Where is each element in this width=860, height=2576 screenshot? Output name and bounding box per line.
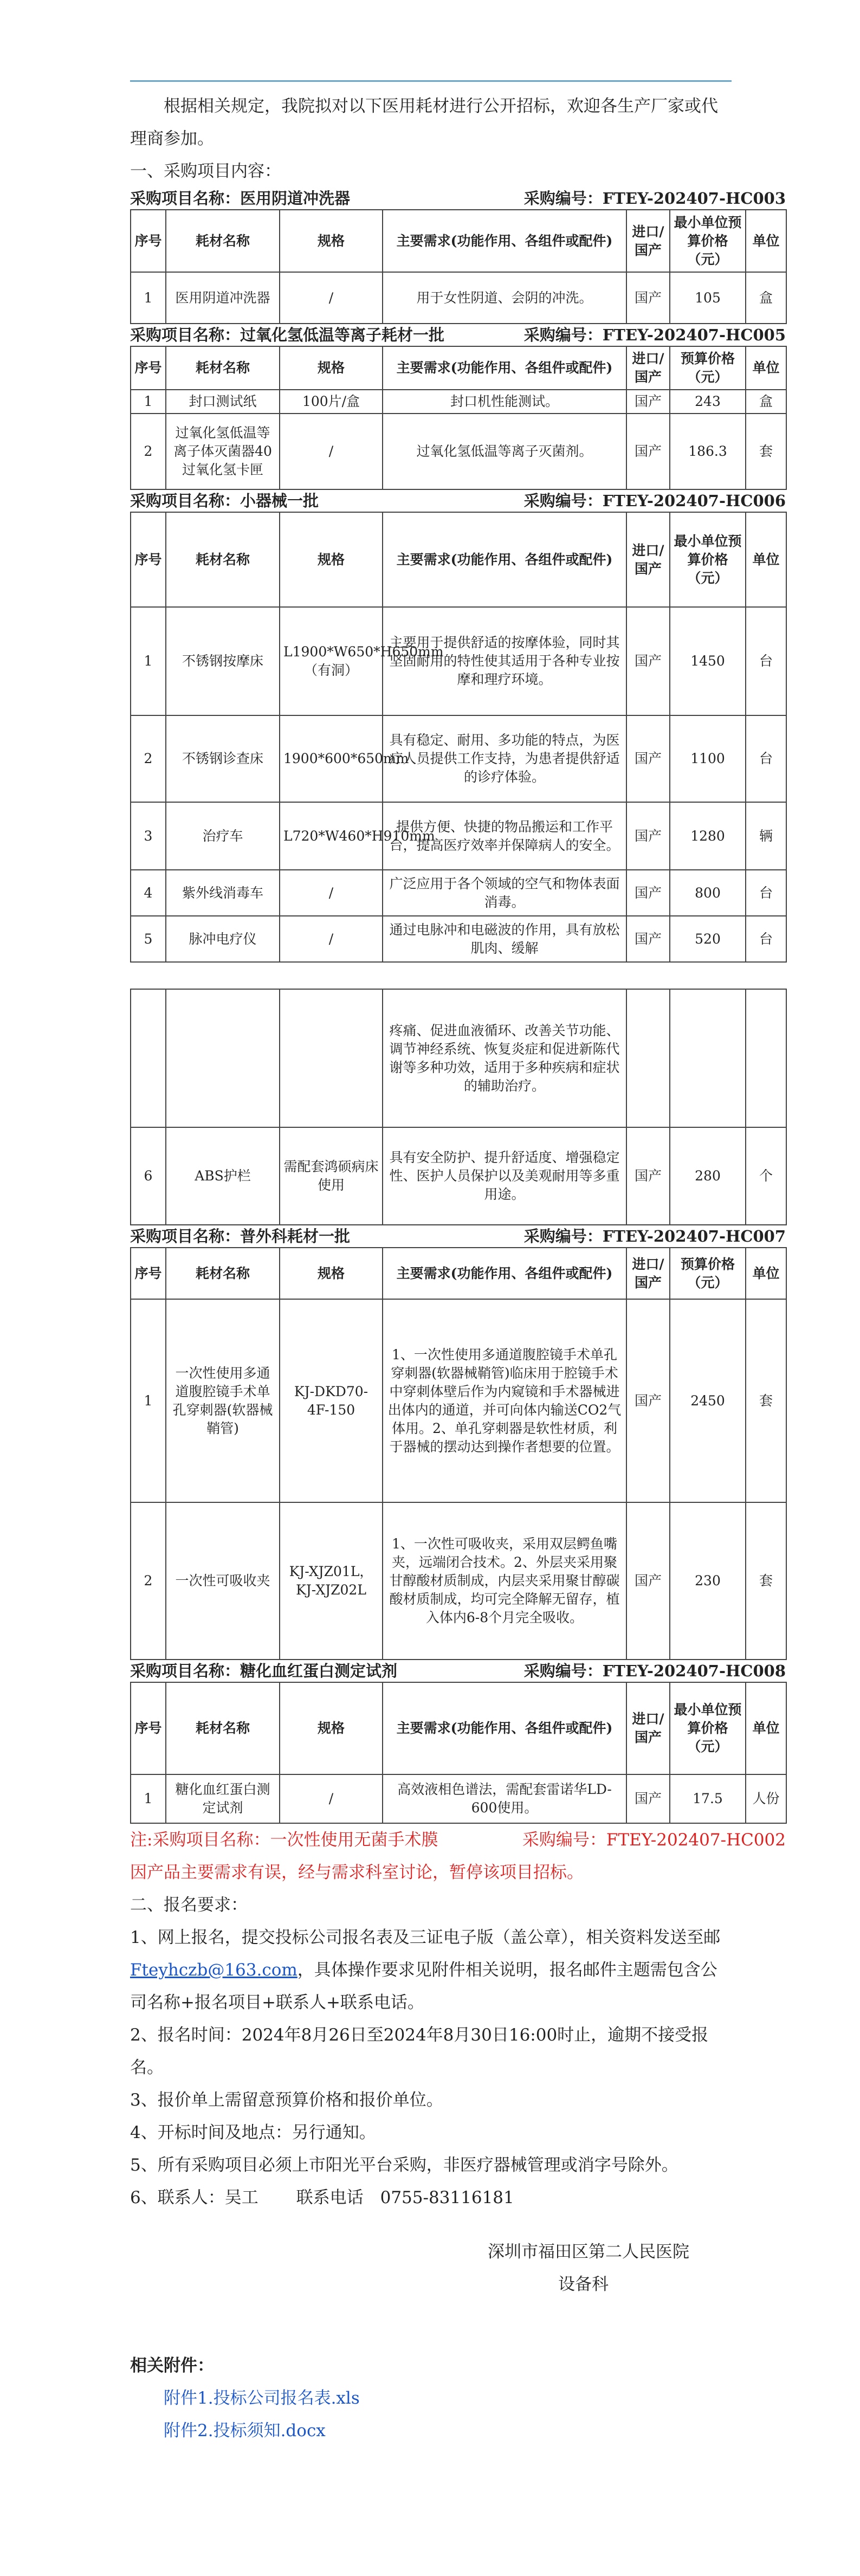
note-line-2: 因产品主要需求有误，经与需求科室讨论，暂停该项目招标。	[130, 1863, 584, 1882]
section1-title: 一、采购项目内容：	[130, 162, 281, 181]
table-row: 1 医用阴道冲洗器 / 用于女性阴道、会阴的冲洗。 国产 105 盒	[131, 272, 786, 324]
project-table	[130, 209, 787, 324]
project-heading	[130, 1660, 786, 1682]
project-code: 采购编号：FTEY-202407-HC008	[523, 1662, 786, 1680]
project-name: 采购项目名称：医用阴道冲洗器	[130, 189, 351, 208]
col-origin: 进口/国产	[626, 210, 670, 272]
attachment-link[interactable]: 附件2.投标须知.docx	[164, 2421, 326, 2441]
col-seq: 序号	[131, 210, 166, 272]
header-rule	[130, 80, 732, 82]
table-row: 1 一次性使用多通道腹腔镜手术单孔穿刺器(软器械鞘管) KJ-DKD70-4F-150 1、一次性使用多通道腹腔镜手术单孔穿刺器(软器械鞘管)临床用于腔镜手术中穿刺体壁后作为内窥镜和手术器械进出体内的通道，并可向体内输送CO2气体用。2、单孔穿刺器是软性材质，利于器械的摆动达到操作者想要的位置。 国产 2450 套	[131, 1299, 786, 1502]
attachments-title: 相关附件：	[130, 2356, 214, 2375]
intro-paragraph: 根据相关规定，我院拟对以下医用耗材进行公开招标，欢迎各生产厂家或代理商参加。	[130, 96, 718, 149]
project-code: 采购编号：FTEY-202407-HC003	[523, 189, 786, 208]
page-break-gap	[130, 963, 780, 989]
project-heading	[130, 188, 786, 209]
project-code: 采购编号：FTEY-202407-HC006	[523, 492, 786, 510]
project-table: 序号 耗材名称 规格 主要需求(功能作用、各组件或配件) 进口/国产 预算价格（元） 单位 1 封口测试纸 100片/盒 封口机性能测试。 国产 243 盒 2 过氧化氢低温等离子体灭菌器40过氧化氢卡匣 / 过氧化氢低温等离子灭菌剂。 国产 186.3 套	[130, 346, 787, 490]
project-heading	[130, 490, 786, 512]
requirement-5: 5、所有采购项目必须上市阳光平台采购，非医疗器械管理或消字号除外。	[130, 2155, 678, 2175]
table-row: 1 封口测试纸 100片/盒 封口机性能测试。 国产 243 盒	[131, 390, 786, 414]
signature-dept: 设备科	[558, 2275, 609, 2294]
table-row: 1 糖化血红蛋白测定试剂 / 高效液相色谱法，需配套雷诺华LD-600使用。 国产 17.5 人份	[131, 1774, 786, 1823]
table-row: 5 脉冲电疗仪 / 通过电脉冲和电磁波的作用，具有放松肌肉、缓解 国产 520 台	[131, 916, 786, 962]
table-row: 4 紫外线消毒车 / 广泛应用于各个领域的空气和物体表面消毒。 国产 800 台	[131, 870, 786, 916]
requirement-1: 1、网上报名，提交投标公司报名表及三证电子版（盖公章），相关资料发送至邮Fteyhczb@163.com，具体操作要求见附件相关说明，报名邮件主题需包含公司名称+报名项目+联系人+联系电话。	[130, 1928, 721, 2012]
table-row: 疼痛、促进血液循环、改善关节功能、调节神经系统、恢复炎症和促进新陈代谢等多种功效，适用于多种疾病和症状的辅助治疗。	[131, 989, 786, 1127]
requirement-3: 3、报价单上需留意预算价格和报价单位。	[130, 2090, 443, 2110]
project-name: 采购项目名称：糖化血红蛋白测定试剂	[130, 1662, 398, 1680]
project-code: 采购编号：FTEY-202407-HC007	[523, 1227, 786, 1245]
attachment-link[interactable]: 附件1.投标公司报名表.xls	[164, 2388, 360, 2408]
project-heading	[130, 324, 786, 346]
project-heading	[130, 1225, 786, 1247]
table-row: 1 不锈钢按摩床 L1900*W650*H650mm（有洞） 主要用于提供舒适的按摩体验，同时其坚固耐用的特性使其适用于各种专业按摩和理疗环境。 国产 1450 台	[131, 607, 786, 715]
project-table: 序号 耗材名称 规格 主要需求(功能作用、各组件或配件) 进口/国产 最小单位预算价格（元） 单位 1 糖化血红蛋白测定试剂 / 高效液相色谱法，需配套雷诺华LD-600使用。 国产 17.5 人份	[130, 1682, 787, 1824]
col-name: 耗材名称	[166, 210, 280, 272]
project-table: 序号 耗材名称 规格 主要需求(功能作用、各组件或配件) 进口/国产 最小单位预算价格（元） 单位 1 不锈钢按摩床 L1900*W650*H650mm（有洞） 主要用于提供舒适的按摩体验，同时其坚固耐用的特性使其适用于各种专业按摩和理疗环境。 国产 1450 台 2 不锈钢诊查床 1900*600*650mm 具有稳定、耐用、多功能的特点，为医疗人员提供工作支持，为患者提供舒适的诊疗体验。 国产 1100 台 3 治疗车 L720*W460*H910mm 提供方便、快捷的物品搬运和工作平台，提高医疗效率并保障病人的安全。 国产 1280 辆 4 紫外线消毒车 / 广泛应用于各个领域的空气和物体表面消毒。 国产 800 台 5 脉冲电疗仪 / 通过电脉冲和电磁波的作用，具有放松肌肉、缓解 国产 520 台	[130, 512, 787, 963]
col-price: 最小单位预算价格（元）	[670, 210, 746, 272]
signature-org: 深圳市福田区第二人民医院	[488, 2242, 689, 2262]
requirement-6: 6、联系人：吴工 联系电话 0755-83116181	[130, 2188, 514, 2207]
requirement-4: 4、开标时间及地点：另行通知。	[130, 2123, 376, 2142]
document-body	[130, 87, 786, 2447]
email-link[interactable]: Fteyhczb@163.com	[130, 1960, 298, 1980]
table-row: 2 过氧化氢低温等离子体灭菌器40过氧化氢卡匣 / 过氧化氢低温等离子灭菌剂。 国产 186.3 套	[131, 414, 786, 489]
col-req: 主要需求(功能作用、各组件或配件)	[383, 210, 626, 272]
table-row: 6 ABS护栏 需配套鸿硕病床使用 具有安全防护、提升舒适度、增强稳定性、医护人员保护以及美观耐用等多重用途。 国产 280 个	[131, 1127, 786, 1225]
project-code: 采购编号：FTEY-202407-HC005	[523, 326, 786, 344]
table-row: 2 不锈钢诊查床 1900*600*650mm 具有稳定、耐用、多功能的特点，为医疗人员提供工作支持，为患者提供舒适的诊疗体验。 国产 1100 台	[131, 715, 786, 802]
project-name: 采购项目名称：过氧化氢低温等离子耗材一批	[130, 326, 445, 344]
col-unit: 单位	[746, 210, 786, 272]
section2-title: 二、报名要求：	[130, 1895, 248, 1915]
requirement-2: 2、报名时间：2024年8月26日至2024年8月30日16:00时止，逾期不接受报名。	[130, 2025, 709, 2077]
table-row: 3 治疗车 L720*W460*H910mm 提供方便、快捷的物品搬运和工作平台，提高医疗效率并保障病人的安全。 国产 1280 辆	[131, 802, 786, 870]
project-name: 采购项目名称：小器械一批	[130, 492, 319, 510]
note-line-1: 注:采购项目名称：一次性使用无菌手术膜 采购编号：FTEY-202407-HC002	[130, 1830, 786, 1850]
project-name: 采购项目名称：普外科耗材一批	[130, 1227, 351, 1245]
table-row: 2 一次性可吸收夹 KJ-XJZ01L，KJ-XJZ02L 1、一次性可吸收夹，采用双层鳄鱼嘴夹，远端闭合技术。2、外层夹采用聚甘醇酸材质制成，内层夹采用聚甘醇碳酸材质制成，均可完全降解无留存，植入体内6-8个月完全吸收。 国产 230 套	[131, 1502, 786, 1660]
project-table: 序号 耗材名称 规格 主要需求(功能作用、各组件或配件) 进口/国产 预算价格（元） 单位 1 一次性使用多通道腹腔镜手术单孔穿刺器(软器械鞘管) KJ-DKD70-4F-150 1、一次性使用多通道腹腔镜手术单孔穿刺器(软器械鞘管)临床用于腔镜手术中穿刺体壁后作为内窥镜和手术器械进出体内的通道，并可向体内输送CO2气体用。2、单孔穿刺器是软性材质，利于器械的摆动达到操作者想要的位置。 国产 2450 套 2 一次性可吸收夹 KJ-XJZ01L，KJ-XJZ02L 1、一次性可吸收夹，采用双层鳄鱼嘴夹，远端闭合技术。2、外层夹采用聚甘醇酸材质制成，内层夹采用聚甘醇碳酸材质制成，均可完全降解无留存，植入体内6-8个月完全吸收。 国产 230 套	[130, 1247, 787, 1660]
project-table-continued	[130, 989, 787, 1225]
col-spec: 规格	[280, 210, 383, 272]
